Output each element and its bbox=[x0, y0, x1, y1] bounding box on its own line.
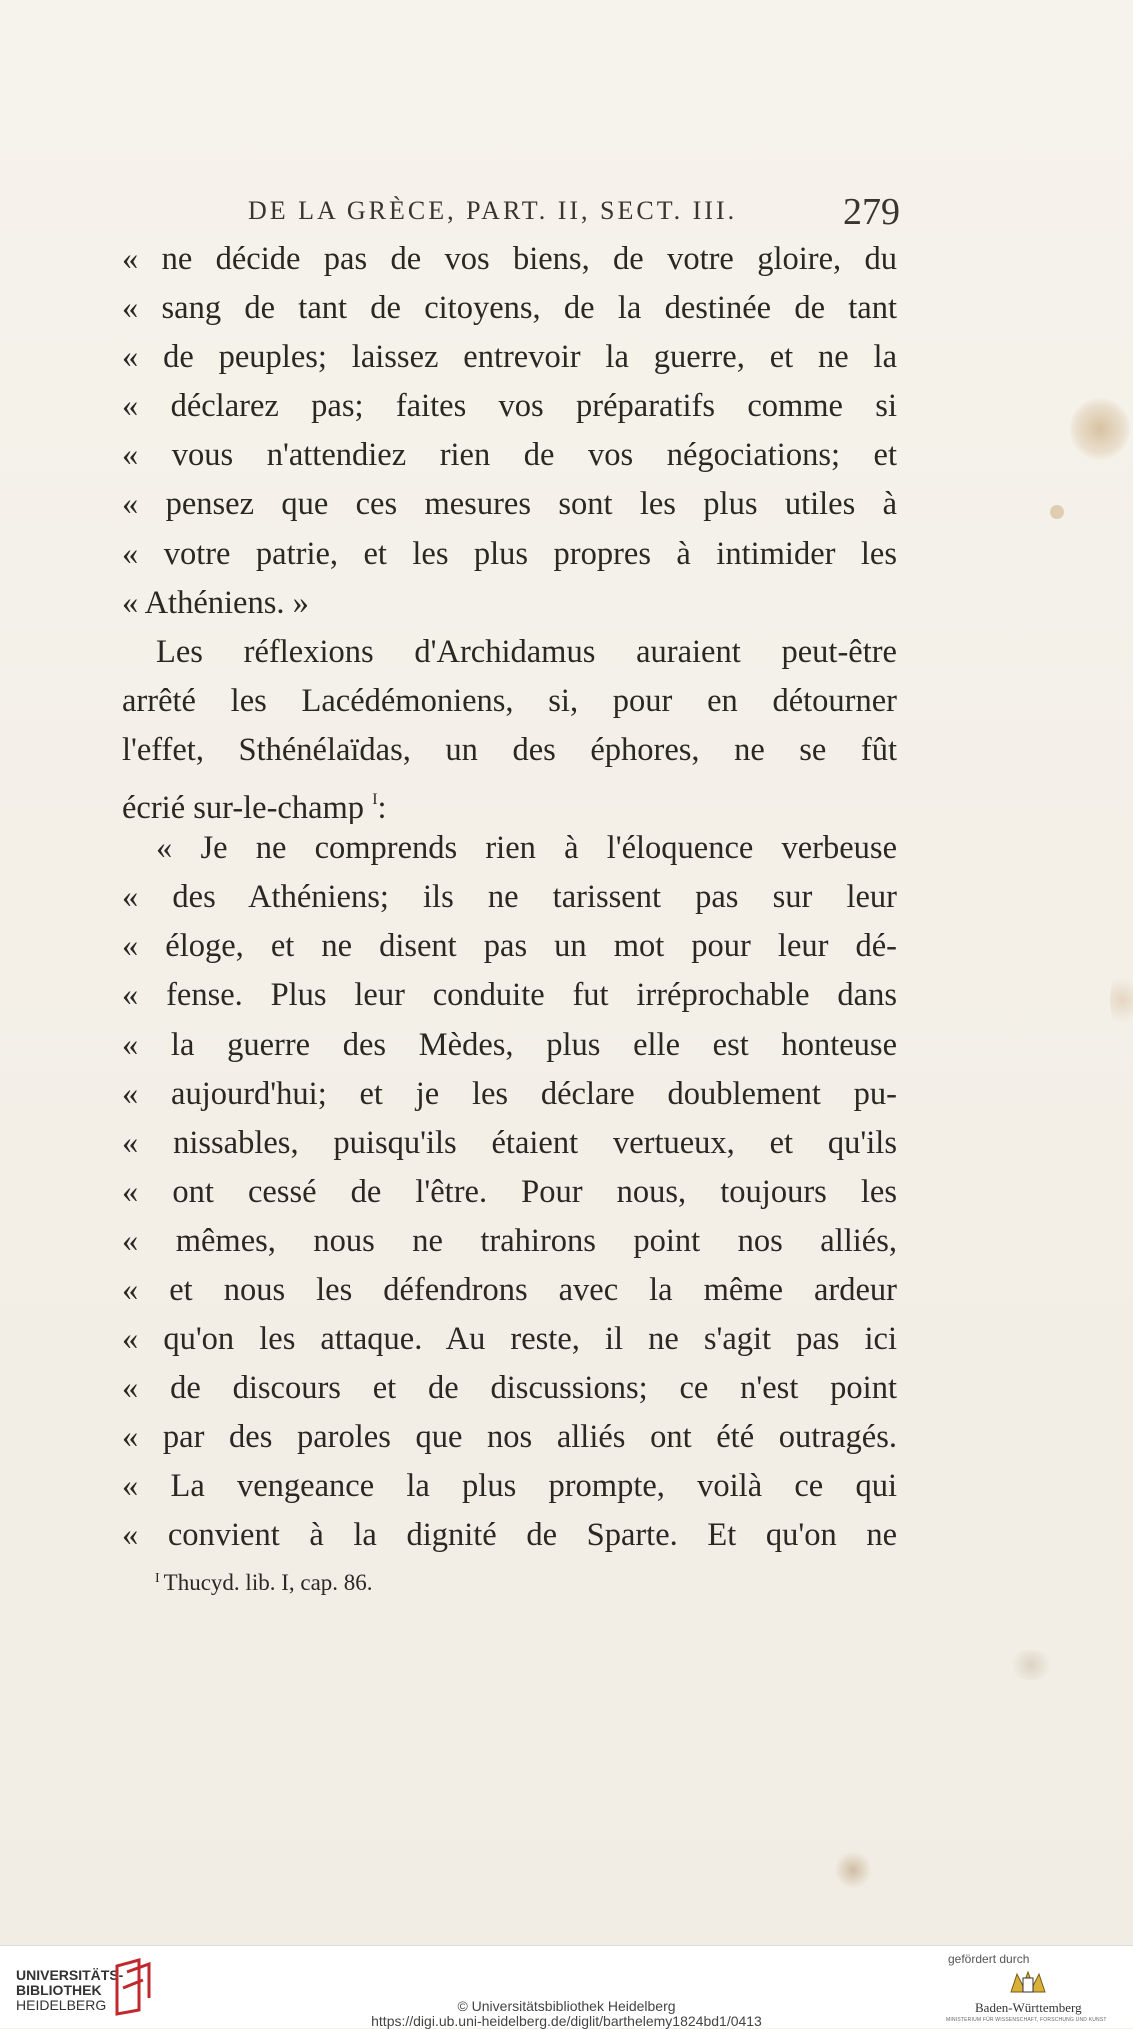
colon: : bbox=[377, 790, 387, 825]
footnote bbox=[155, 1570, 373, 1596]
text-line: « votre patrie, et les plus propres à intimider les bbox=[122, 535, 897, 572]
text-line: arrêté les Lacédémoniens, si, pour en détourner bbox=[122, 682, 897, 719]
text-line: « éloge, et ne disent pas un mot pour leur dé- bbox=[122, 928, 897, 965]
paper-stain bbox=[1110, 970, 1133, 1030]
text-line: « et nous les défendrons avec la même ardeur bbox=[122, 1271, 897, 1308]
text-line: « ont cessé de l'être. Pour nous, toujours les bbox=[122, 1173, 897, 1210]
text-line: « convient à la dignité de Sparte. Et qu'on ne bbox=[122, 1517, 897, 1554]
text-line: « déclarez pas; faites vos préparatifs comme si bbox=[122, 388, 897, 425]
paper-stain bbox=[1008, 1650, 1054, 1680]
coat-of-arms-icon bbox=[1003, 1968, 1053, 1996]
text-line: l'effet, Sthénélaïdas, un des éphores, ne se fût bbox=[122, 731, 897, 768]
text-line-with-footnote-ref bbox=[122, 775, 897, 824]
text-line: « sang de tant de citoyens, de la destinée de tant bbox=[122, 290, 897, 327]
funded-by-label: gefördert durch bbox=[948, 1952, 1030, 1966]
text-line: « par des paroles que nos alliés ont été outragés. bbox=[122, 1419, 897, 1456]
library-name-line: UNIVERSITÄTS- bbox=[16, 1967, 124, 1983]
text-line: « de peuples; laissez entrevoir la guerre, et ne la bbox=[122, 339, 897, 376]
text-line: « La vengeance la plus prompte, voilà ce qui bbox=[122, 1468, 897, 1505]
paragraph-first-line: « Je ne comprends rien à l'éloquence verbeuse bbox=[156, 830, 897, 867]
page-number: 279 bbox=[843, 191, 900, 233]
text-line: « aujourd'hui; et je les déclare doublement pu- bbox=[122, 1075, 897, 1112]
body-text bbox=[122, 235, 897, 1561]
text-line: « des Athéniens; ils ne tarissent pas sur leur bbox=[122, 879, 897, 916]
running-title: DE LA GRÈCE, PART. II, SECT. III. bbox=[248, 196, 738, 225]
paper-stain bbox=[1070, 398, 1130, 460]
library-name-line: HEIDELBERG bbox=[16, 1997, 107, 2013]
text-line: « vous n'attendiez rien de vos négociations; et bbox=[122, 437, 897, 474]
library-name-line: BIBLIOTHEK bbox=[16, 1982, 102, 1998]
paper-stain bbox=[835, 1850, 871, 1890]
paper-stain bbox=[1050, 505, 1064, 519]
copyright-block bbox=[0, 1999, 1133, 2029]
footnote-text: Thucyd. lib. I, cap. 86. bbox=[163, 1570, 373, 1595]
sponsor-name: Baden-Württemberg bbox=[975, 2000, 1082, 2015]
text-line: « pensez que ces mesures sont les plus utiles à bbox=[122, 486, 897, 523]
text-line: « Athéniens. » bbox=[122, 584, 309, 621]
text-line: « mêmes, nous ne trahirons point nos alliés, bbox=[122, 1222, 897, 1259]
text-line: « de discours et de discussions; ce n'est point bbox=[122, 1370, 897, 1407]
library-footer bbox=[0, 1945, 1133, 2028]
text-line: « nissables, puisqu'ils étaient vertueux, et qu'ils bbox=[122, 1124, 897, 1161]
text-line: « fense. Plus leur conduite fut irréprochable dans bbox=[122, 977, 897, 1014]
footnote-mark: I bbox=[155, 1571, 160, 1586]
footnote-ref-mark: I bbox=[372, 791, 378, 809]
text-span: écrié sur-le-champ bbox=[122, 790, 365, 825]
source-url-link[interactable]: https://digi.ub.uni-heidelberg.de/diglit/barthelemy1824bd1/0413 bbox=[371, 2013, 762, 2029]
paragraph-first-line: Les réflexions d'Archidamus auraient peut-être bbox=[156, 633, 897, 670]
copyright-text: © Universitätsbibliothek Heidelberg bbox=[457, 1998, 676, 2014]
text-line: « qu'on les attaque. Au reste, il ne s'agit pas ici bbox=[122, 1321, 897, 1358]
text-line: « la guerre des Mèdes, plus elle est honteuse bbox=[122, 1026, 897, 1063]
text-line: « ne décide pas de vos biens, de votre gloire, du bbox=[122, 241, 897, 277]
sponsor-ministry: MINISTERIUM FÜR WISSENSCHAFT, FORSCHUNG UND KUNST bbox=[946, 2017, 1107, 2023]
